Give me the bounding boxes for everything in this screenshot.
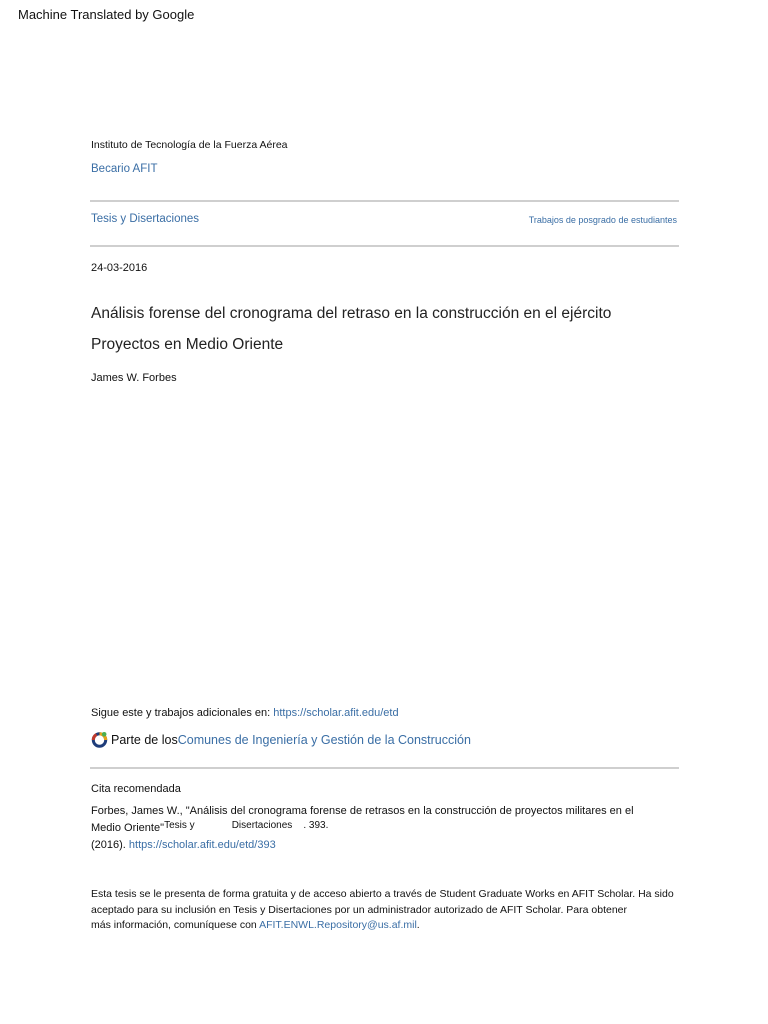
follow-prefix: Sigue este y trabajos adicionales en:: [91, 707, 274, 719]
repository-email-link[interactable]: AFIT.ENWL.Repository@us.af.mil: [259, 919, 417, 931]
citation-series-b: Disertaciones: [231, 820, 293, 831]
citation-year: (2016).: [91, 839, 129, 851]
notice-line3: [91, 919, 420, 931]
citation-line2: [91, 822, 328, 834]
citation-heading: Cita recomendada: [91, 783, 181, 795]
notice-end: .: [416, 919, 420, 931]
citation-line3: [91, 839, 276, 851]
divider: [90, 200, 679, 202]
part-of-line: [91, 731, 471, 748]
notice-line1: Esta tesis se le presenta de forma gratuita y de acceso abierto a través de Student Graduate Works en AFIT Scholar. Ha sido: [91, 888, 674, 900]
divider: [90, 767, 679, 769]
machine-translation-banner: Machine Translated by Google: [18, 7, 195, 22]
citation-series-a: Tesis y: [164, 820, 195, 831]
institution-name: Instituto de Tecnología de la Fuerza Aérea: [91, 139, 288, 151]
follow-url-link[interactable]: https://scholar.afit.edu/etd: [273, 707, 399, 719]
document-title-line1: Análisis forense del cronograma del retraso en la construcción en el ejército: [91, 305, 612, 322]
notice-line2: aceptado para su inclusión en Tesis y Disertaciones por un administrador autorizado de AFIT Scholar. Para obtener: [91, 904, 628, 916]
part-of-prefix: Parte de los: [111, 732, 178, 747]
divider: [90, 245, 679, 247]
citation-line1: Forbes, James W., "Análisis del cronograma forense de retrasos en la construcción de proyectos militares en el: [91, 805, 634, 817]
document-title-line2: Proyectos en Medio Oriente: [91, 336, 284, 353]
category-link[interactable]: Trabajos de posgrado de estudiantes: [528, 215, 677, 225]
digital-commons-network-icon: [91, 731, 108, 748]
discipline-link[interactable]: Comunes de Ingeniería y Gestión de la Construcción: [177, 732, 471, 747]
citation-number: . 393.: [303, 820, 329, 831]
notice-contact-prefix: más información, comuníquese con: [91, 919, 260, 931]
collection-link[interactable]: Tesis y Disertaciones: [91, 213, 200, 225]
citation-url-link[interactable]: https://scholar.afit.edu/etd/393: [128, 839, 276, 851]
repository-link[interactable]: Becario AFIT: [91, 163, 158, 175]
citation-title-end: Medio Oriente": [91, 822, 164, 834]
publication-date: 24-03-2016: [91, 262, 148, 274]
author-name: James W. Forbes: [91, 372, 177, 384]
follow-line: [91, 707, 399, 719]
